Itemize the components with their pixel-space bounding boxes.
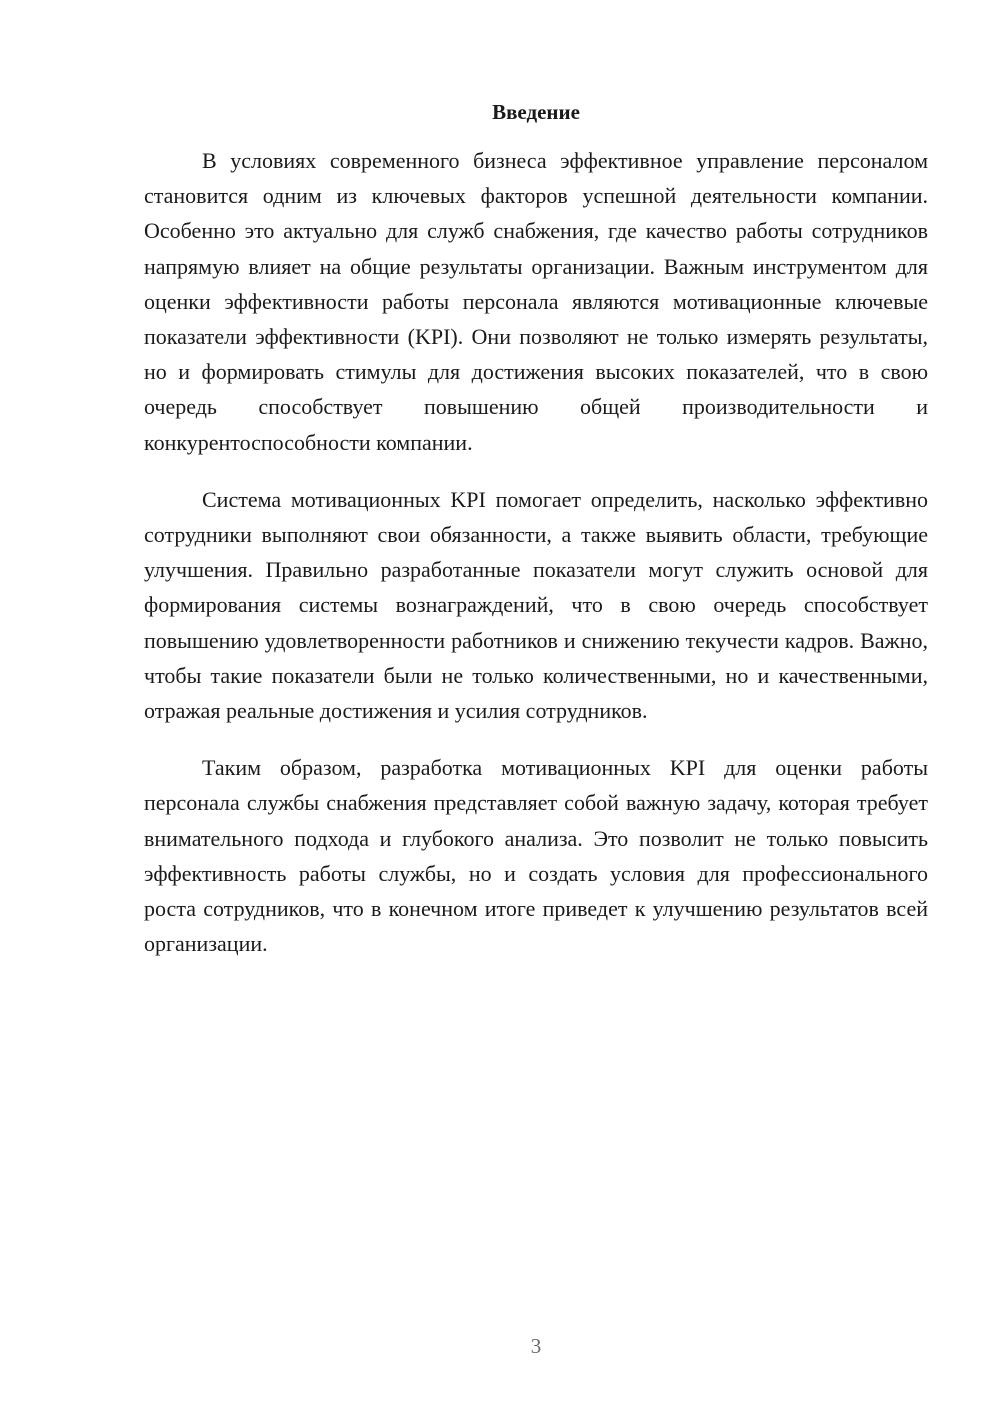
section-title: Введение [492,100,580,124]
paragraph-2: Система мотивационных KPI помогает определить, насколько эффективно сотрудники выполняют свои обязанности, а также выявить области, требующие улучшения. Правильно разработанные показатели могут служить основой для формирования системы вознаграждений, что в свою очередь способствует повышению удовлетворенности работников и снижению текучести кадров. Важно, чтобы такие показатели были не только количественными, но и качественными, отражая реальные достижения и усилия сотрудников. [144,486,928,724]
page-number: 3 [530,1334,542,1358]
paragraph-1: В условиях современного бизнеса эффективное управление персоналом становится одним из ключевых факторов успешной деятельности компании. Особенно это актуально для служб снабжения, где качество работы сотрудников напрямую влияет на общие результаты организации. Важным инструментом для оценки эффективности работы персонала являются мотивационные ключевые показатели эффективности (KPI). Они позволяют не только измерять результаты, но и формировать стимулы для достижения высоких показателей, что в свою очередь способствует повышению общей производительности и конкурентоспособности компании. [144,148,928,455]
body-text [144,143,928,983]
paragraph-3: Таким образом, разработка мотивационных KPI для оценки работы персонала службы снабжения представляет собой важную задачу, которая требует внимательного подхода и глубокого анализа. Это позволит не только повысить эффективность работы службы, но и создать условия для профессионального роста сотрудников, что в конечном итоге приведет к улучшению результатов всей организации. [144,755,928,957]
